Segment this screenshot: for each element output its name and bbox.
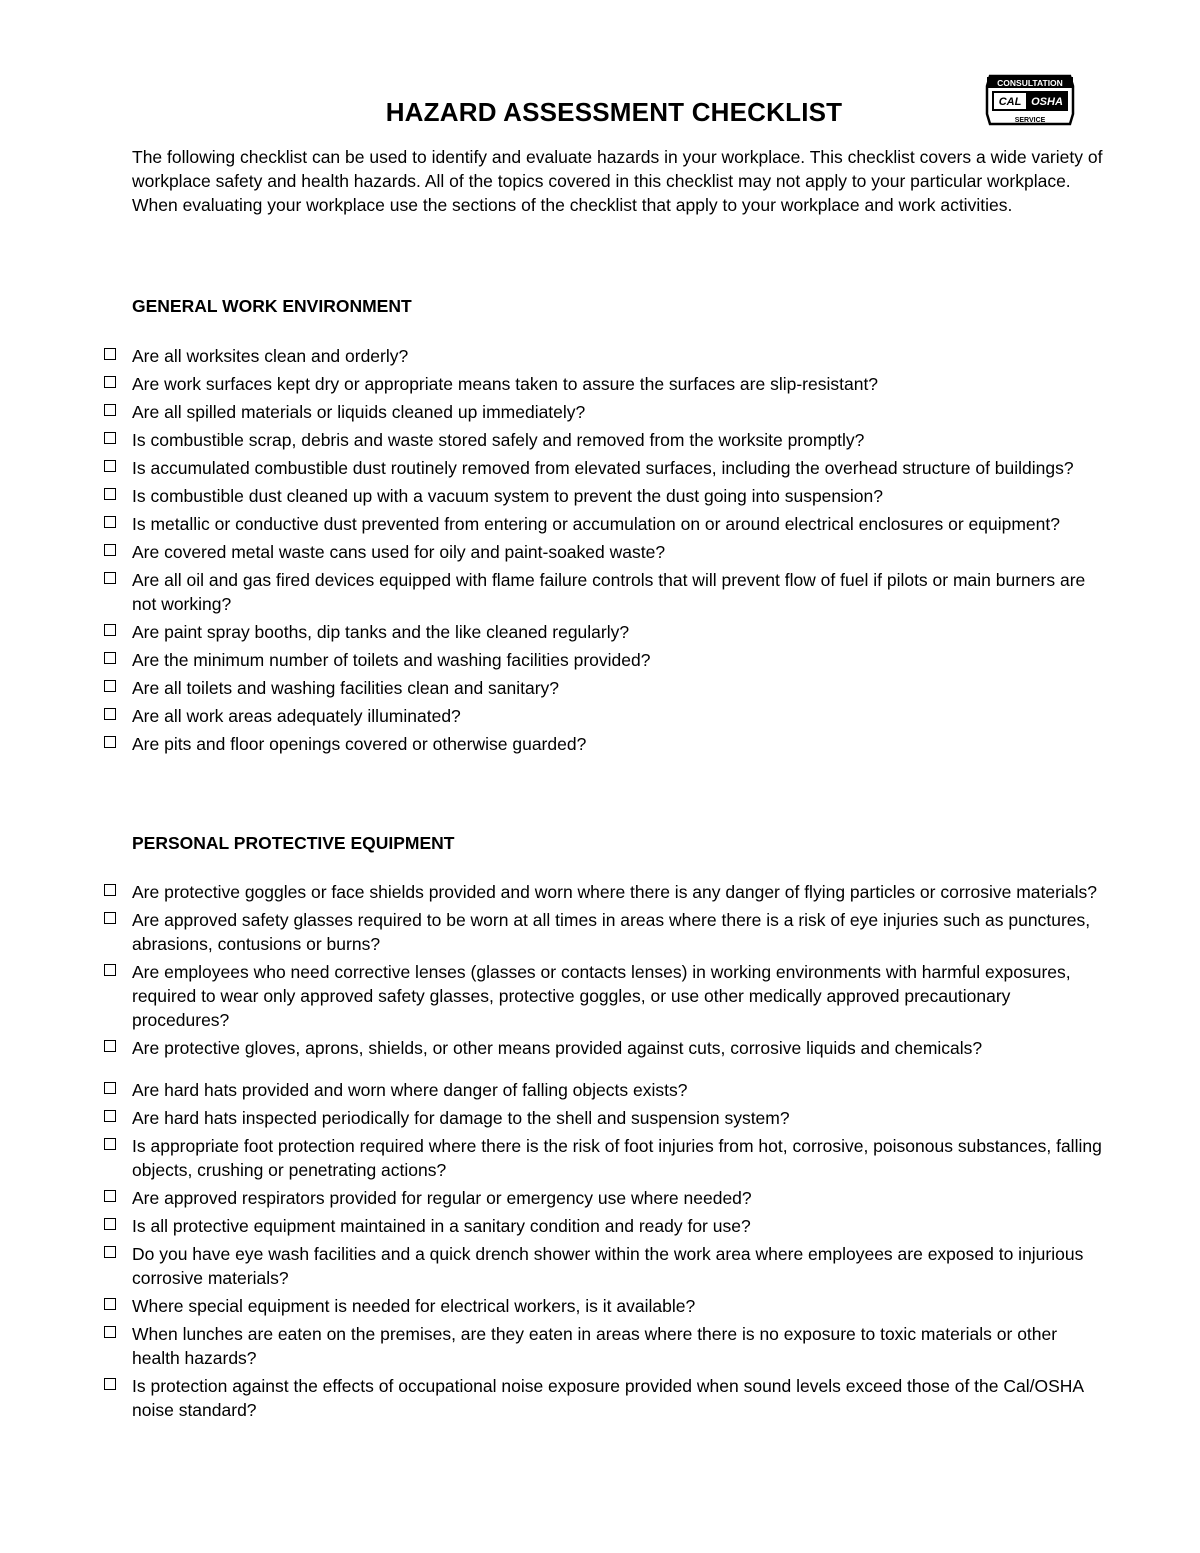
checklist-item-text: Are all toilets and washing facilities clean and sanitary? [132,678,560,698]
checklist-item [104,400,1104,424]
checkbox[interactable] [104,1218,116,1230]
checklist-item-text: Are all oil and gas fired devices equipped with flame failure controls that will prevent flow of fuel if pilots or main burners are not working? [132,570,1086,614]
checklist-item-text: Are approved respirators provided for regular or emergency use where needed? [132,1188,752,1208]
checklist-item-text: Are protective gloves, aprons, shields, or other means provided against cuts, corrosive liquids and chemicals? [132,1038,983,1058]
checklist-item [104,960,1104,1032]
checkbox[interactable] [104,404,116,416]
checklist-item-text: Is accumulated combustible dust routinely removed from elevated surfaces, including the overhead structure of buildings? [132,458,1074,478]
checklist-item [104,512,1104,536]
checkbox[interactable] [104,1138,116,1150]
checkbox[interactable] [104,1326,116,1338]
checklist-item [104,1294,1104,1318]
checklist-item [104,1078,1104,1102]
checklist-item-text: Are hard hats inspected periodically for damage to the shell and suspension system? [132,1108,790,1128]
checklist-item-text: Where special equipment is needed for electrical workers, is it available? [132,1296,696,1316]
checkbox[interactable] [104,964,116,976]
checklist-item-text: Are all spilled materials or liquids cleaned up immediately? [132,402,586,422]
checklist-item [104,676,1104,700]
checkbox[interactable] [104,488,116,500]
checkbox[interactable] [104,348,116,360]
checkbox[interactable] [104,1110,116,1122]
checklist-item [104,880,1104,904]
checklist-item-text: Are work surfaces kept dry or appropriate means taken to assure the surfaces are slip-resistant? [132,374,879,394]
checkbox[interactable] [104,544,116,556]
cal-osha-consultation-logo [984,72,1076,128]
checklist-item [104,1242,1104,1290]
checklist-item-text: Is combustible dust cleaned up with a vacuum system to prevent the dust going into suspension? [132,486,883,506]
checklist-item-text: Are covered metal waste cans used for oily and paint-soaked waste? [132,542,666,562]
checklist-item [104,732,1104,756]
checklist-item-text: Is all protective equipment maintained in a sanitary condition and ready for use? [132,1216,751,1236]
checklist-item-text: When lunches are eaten on the premises, are they eaten in areas where there is no exposure to toxic materials or other health hazards? [132,1324,1058,1368]
page-title: HAZARD ASSESSMENT CHECKLIST [385,97,843,128]
checklist-item-text: Are protective goggles or face shields provided and worn where there is any danger of flying particles or corrosive materials? [132,882,1097,902]
checklist-personal-protective-equipment [104,880,1104,1426]
checklist-item [104,648,1104,672]
checklist-item [104,1322,1104,1370]
checkbox[interactable] [104,680,116,692]
checklist-item [104,484,1104,508]
checkbox[interactable] [104,1378,116,1390]
checkbox[interactable] [104,652,116,664]
checklist-item-text: Are all worksites clean and orderly? [132,346,409,366]
checklist-item-text: Are the minimum number of toilets and washing facilities provided? [132,650,651,670]
checklist-item [104,568,1104,616]
checkbox[interactable] [104,1246,116,1258]
checklist-item-text: Is appropriate foot protection required where there is the risk of foot injuries from hot, corrosive, poisonous substances, falling objects, crushing or penetrating actions? [132,1136,1102,1180]
checklist-item-text: Is combustible scrap, debris and waste stored safely and removed from the worksite promptly? [132,430,865,450]
checkbox[interactable] [104,1190,116,1202]
checkbox[interactable] [104,736,116,748]
section-heading-general-work-environment: GENERAL WORK ENVIRONMENT [132,296,412,316]
checkbox[interactable] [104,1298,116,1310]
checkbox[interactable] [104,912,116,924]
checklist-item-text: Are all work areas adequately illuminated? [132,706,461,726]
svg-text:CONSULTATION: CONSULTATION [997,78,1063,88]
checklist-general-work-environment [104,344,1104,760]
section-heading-personal-protective-equipment: PERSONAL PROTECTIVE EQUIPMENT [132,833,455,853]
checkbox[interactable] [104,1082,116,1094]
checkbox[interactable] [104,572,116,584]
checklist-item [104,1134,1104,1182]
svg-text:CAL: CAL [998,96,1022,108]
checklist-item [104,456,1104,480]
checklist-item [104,704,1104,728]
checklist-item-text: Do you have eye wash facilities and a quick drench shower within the work area where employees are exposed to injurious corrosive materials? [132,1244,1084,1288]
checkbox[interactable] [104,376,116,388]
checklist-item [104,908,1104,956]
checkbox[interactable] [104,884,116,896]
checklist-item [104,372,1104,396]
checkbox[interactable] [104,1040,116,1052]
checklist-item [104,428,1104,452]
checklist-item-text: Are approved safety glasses required to be worn at all times in areas where there is a risk of eye injuries such as punctures, abrasions, contusions or burns? [132,910,1091,954]
checklist-item [104,540,1104,564]
checkbox[interactable] [104,624,116,636]
checklist-item-text: Are employees who need corrective lenses (glasses or contacts lenses) in working environments with harmful exposures, required to wear only approved safety glasses, protective goggles, or use other medically approved precautionary procedures? [132,962,1071,1030]
checkbox[interactable] [104,708,116,720]
checkbox[interactable] [104,516,116,528]
checklist-item [104,620,1104,644]
checklist-item-text: Are hard hats provided and worn where danger of falling objects exists? [132,1080,688,1100]
checklist-item-text: Are pits and floor openings covered or otherwise guarded? [132,734,587,754]
checklist-item [104,1036,1104,1060]
checklist-item [104,1186,1104,1210]
checklist-item-text: Is metallic or conductive dust prevented from entering or accumulation on or around electrical enclosures or equipment? [132,514,1060,534]
checklist-item [104,1214,1104,1238]
checklist-item [104,344,1104,368]
checkbox[interactable] [104,460,116,472]
svg-text:OSHA: OSHA [1031,96,1063,108]
checkbox[interactable] [104,432,116,444]
checklist-item [104,1374,1104,1422]
checklist-item-text: Is protection against the effects of occupational noise exposure provided when sound levels exceed those of the Cal/OSHA noise standard? [132,1376,1084,1420]
checklist-item-text: Are paint spray booths, dip tanks and the like cleaned regularly? [132,622,630,642]
svg-text:SERVICE: SERVICE [1014,117,1046,124]
intro-paragraph: The following checklist can be used to identify and evaluate hazards in your workplace. This checklist covers a wide variety of workplace safety and health hazards. All of the topics covered in this checklist may not apply to your particular workplace. When evaluating your workplace use the sections of the checklist that apply to your workplace and work activities. [132,147,1103,215]
checklist-item [104,1106,1104,1130]
